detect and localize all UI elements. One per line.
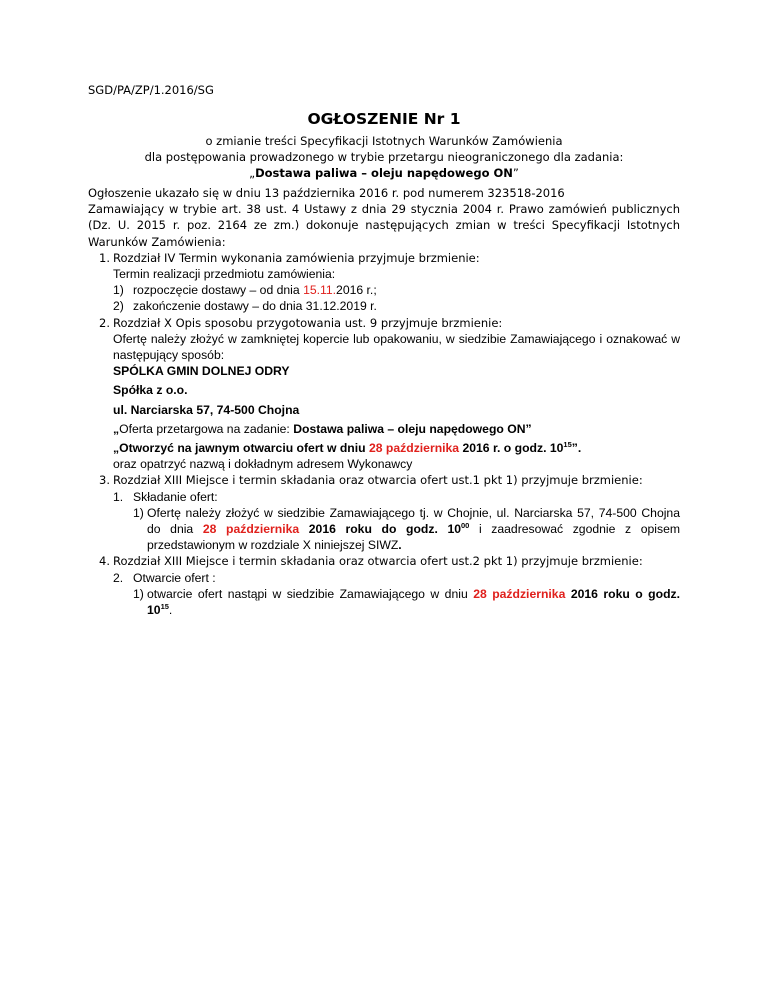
sub-item-text-end: 2016 r.; (336, 283, 377, 298)
item-number: 4. (99, 554, 110, 569)
quote-close: ” (512, 166, 519, 180)
opening-text: „Otworzyć na jawnym otwarciu ofert w dniu (113, 441, 369, 456)
opening-time: 2016 roku o godz. 10 (147, 586, 680, 618)
subtitle-line-1: o zmianie treści Specyfikacji Istotnych Warunków Zamówienia (205, 134, 563, 148)
sub-item-number: 1) (133, 586, 144, 601)
opening-text: otwarcie ofert nastąpi w siedzibie Zamawiającego w dniu (147, 586, 474, 601)
offer-label (113, 421, 680, 437)
offer-task: Dostawa paliwa – oleju napędowego ON” (293, 421, 532, 436)
sub-section (88, 570, 680, 586)
item-number: 2. (99, 315, 110, 330)
submission-minutes: 00 (461, 521, 470, 531)
address-line-1: SPÓLKA GMIN DOLNEJ ODRY (113, 364, 290, 379)
term-label: Termin realizacji przedmiotu zamówienia: (113, 267, 336, 282)
sub-item-text: rozpoczęcie dostawy – od dnia (133, 283, 304, 298)
sub-section-number: 1. (113, 489, 124, 504)
opening-date: 28 października (473, 586, 566, 601)
sub-section-title: Składanie ofert: (133, 489, 218, 504)
subtitle-line-2: dla postępowania prowadzonego w trybie przetargu nieograniczonego dla zadania: (144, 150, 624, 164)
item-1-content (88, 266, 680, 282)
sub-item (88, 282, 680, 298)
submission-text-end: i zaadresować zgodnie z opisem przedstawionym w rozdziale X niniejszej SIWZ (147, 522, 680, 553)
opening-label (113, 440, 680, 456)
sub-item-number: 1) (113, 283, 124, 298)
offer-text: Oferta przetargowa na zadanie: (119, 421, 294, 436)
sub-section-title: Otwarcie ofert : (133, 570, 216, 585)
quote-open: „ (113, 421, 120, 436)
opening-minutes: 15 (563, 440, 572, 450)
sub-item-number: 2) (113, 299, 124, 314)
submission-date: 28 października (202, 522, 300, 537)
list-item (88, 553, 680, 569)
sub-item-number: 1) (133, 505, 144, 520)
list-item (88, 250, 680, 266)
item-heading: Rozdział XIII Miejsce i termin składania oraz otwarcia ofert ust.1 pkt 1) przyjmuje brzmienie: (113, 473, 643, 488)
sub-item-text (147, 586, 680, 618)
sub-section-number: 2. (113, 570, 124, 585)
sub-item (88, 505, 680, 554)
opening-date: 28 października (368, 441, 460, 456)
task-name: Dostawa paliwa – oleju napędowego ON (255, 166, 513, 180)
sub-section (88, 489, 680, 505)
item-number: 3. (99, 473, 110, 488)
address-line-3: ul. Narciarska 57, 74-500 Chojna (113, 402, 300, 417)
item-number: 1. (99, 250, 110, 265)
announcement-info: Ogłoszenie ukazało się w dniu 13 października 2016 r. pod numerem 323518-2016 (88, 186, 565, 200)
sub-item (88, 586, 680, 618)
list-item (88, 315, 680, 331)
opening-minutes: 15 (160, 602, 169, 612)
document-body (88, 185, 680, 618)
period: . (398, 538, 402, 553)
submission-time: 2016 roku do godz. 10 (299, 522, 461, 537)
period: . (168, 603, 173, 618)
item-heading: Rozdział X Opis sposobu przygotowania ust. 9 przyjmuje brzmienie: (113, 315, 503, 330)
opening-end: ”. (571, 441, 582, 456)
item-heading: Rozdział XIII Miejsce i termin składania oraz otwarcia ofert ust.2 pkt 1) przyjmuje brzmienie: (113, 554, 643, 569)
sub-item (88, 298, 680, 314)
sub-item-text: zakończenie dostawy – do dnia 31.12.2019 r. (133, 299, 377, 314)
reference-number: SGD/PA/ZP/1.2016/SG (88, 83, 214, 97)
intro-paragraph: Zamawiający w trybie art. 38 ust. 4 Ustawy z dnia 29 stycznia 2004 r. Prawo zamówień publicznych (Dz. U. 2015 r. poz. 2164 ze zm.) dokonuje następujących zmian w treści Specyfikacji Istotnych Warunków Zamówienia: (88, 202, 680, 249)
opening-time: 2016 r. o godz. 10 (459, 441, 564, 456)
item-heading: Rozdział IV Termin wykonania zamówienia przyjmuje brzmienie: (113, 250, 480, 265)
start-date: 15.11. (303, 283, 337, 298)
page-title: OGŁOSZENIE Nr 1 (307, 110, 461, 128)
submission-text: Ofertę należy złożyć w siedzibie Zamawiającego tj. w Chojnie, ul. Narciarska 57, 74-500 Chojna do dnia (147, 505, 680, 537)
sub-item-text (147, 505, 680, 554)
item-2-content (88, 331, 680, 473)
packaging-paragraph: Ofertę należy złożyć w zamkniętej kopercie lub opakowaniu, w siedzibie Zamawiającego i oznakować w następujący sposób: (113, 331, 680, 363)
quote-open: „ (249, 166, 256, 180)
address-line-2: Spółka z o.o. (113, 383, 188, 398)
list-item (88, 472, 680, 488)
sign-instruction: oraz opatrzyć nazwą i dokładnym adresem Wykonawcy (113, 457, 413, 472)
subtitle-task (0, 166, 768, 180)
